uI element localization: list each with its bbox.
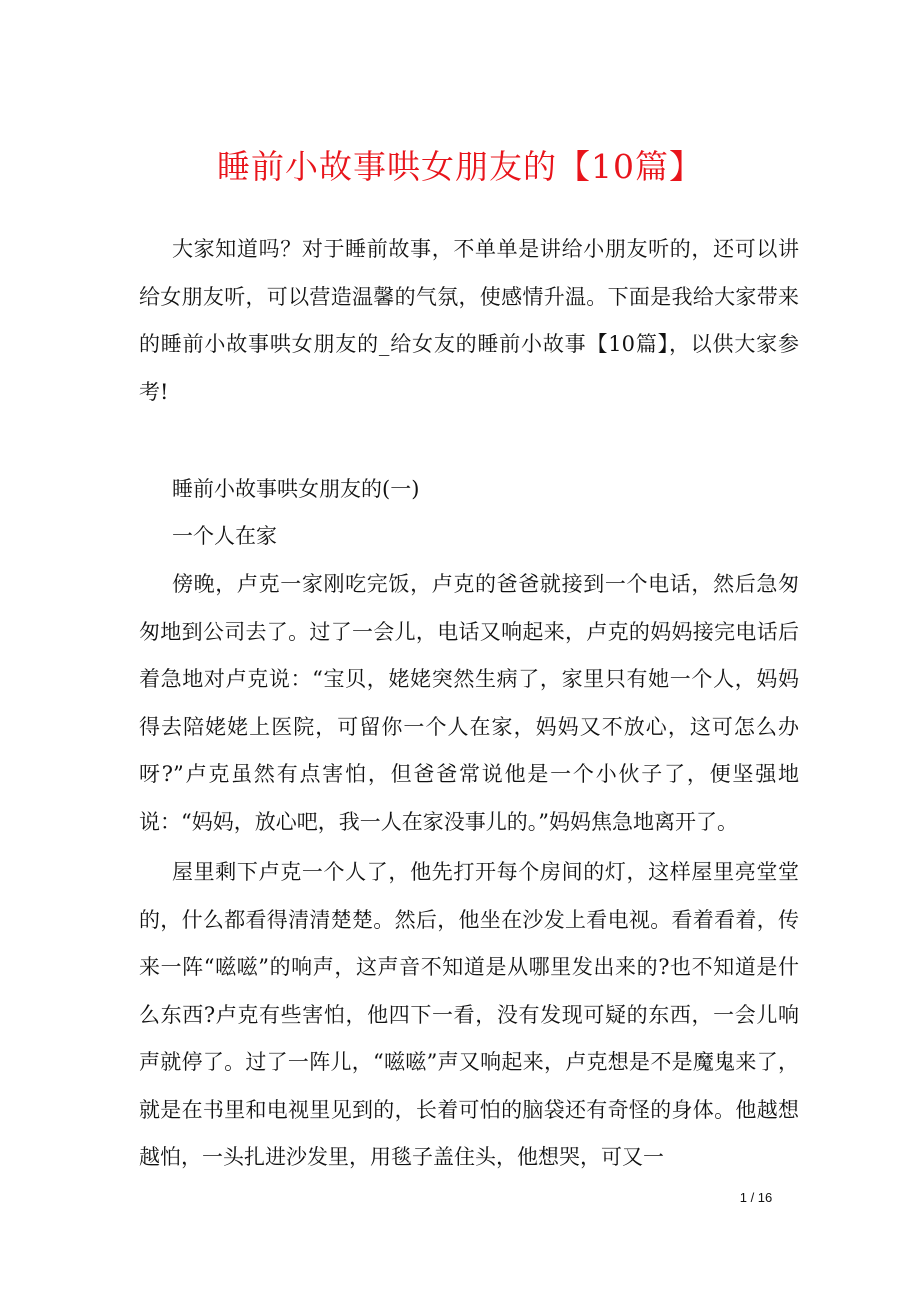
document-title: 睡前小故事哄女朋友的【10篇】 — [217, 147, 703, 186]
story-paragraph: 傍晚，卢克一家刚吃完饭，卢克的爸爸就接到一个电话，然后急匆匆地到公司去了。过了一会儿，电话又响起来，卢克的妈妈接完电话后着急地对卢克说：“宝贝，姥姥突然生病了，家里只有她一个人，妈妈得去陪姥姥上医院，可留你一个人在家，妈妈又不放心，这可怎么办呀?”卢克虽然有点害怕，但爸爸常说他是一个小伙子了，便坚强地说：“妈妈，放心吧，我一人在家没事儿的。”妈妈焦急地离开了。 — [139, 572, 799, 834]
intro-paragraph: 大家知道吗？对于睡前故事，不单单是讲给小朋友听的，还可以讲给女朋友听，可以营造温馨的气氛，使感情升温。下面是我给大家带来的睡前小故事哄女朋友的_给女友的睡前小故事【10篇】，以供大家参考! — [139, 237, 799, 404]
story-title: 一个人在家 — [172, 524, 277, 548]
section-heading: 睡前小故事哄女朋友的(一) — [172, 477, 420, 501]
page-number: 1 / 16 — [739, 1190, 773, 1205]
story-paragraph: 屋里剩下卢克一个人了，他先打开每个房间的灯，这样屋里亮堂堂的，什么都看得清清楚楚。然后，他坐在沙发上看电视。看着看着，传来一阵“嗞嗞”的响声，这声音不知道是从哪里发出来的?也不知道是什么东西?卢克有些害怕，他四下一看，没有发现可疑的东西，一会儿响声就停了。过了一阵儿，“嗞嗞”声又响起来，卢克想是不是魔鬼来了，就是在书里和电视里见到的，长着可怕的脑袋还有奇怪的身体。他越想越怕，一头扎进沙发里，用毯子盖住头，他想哭，可又一 — [139, 860, 799, 1169]
